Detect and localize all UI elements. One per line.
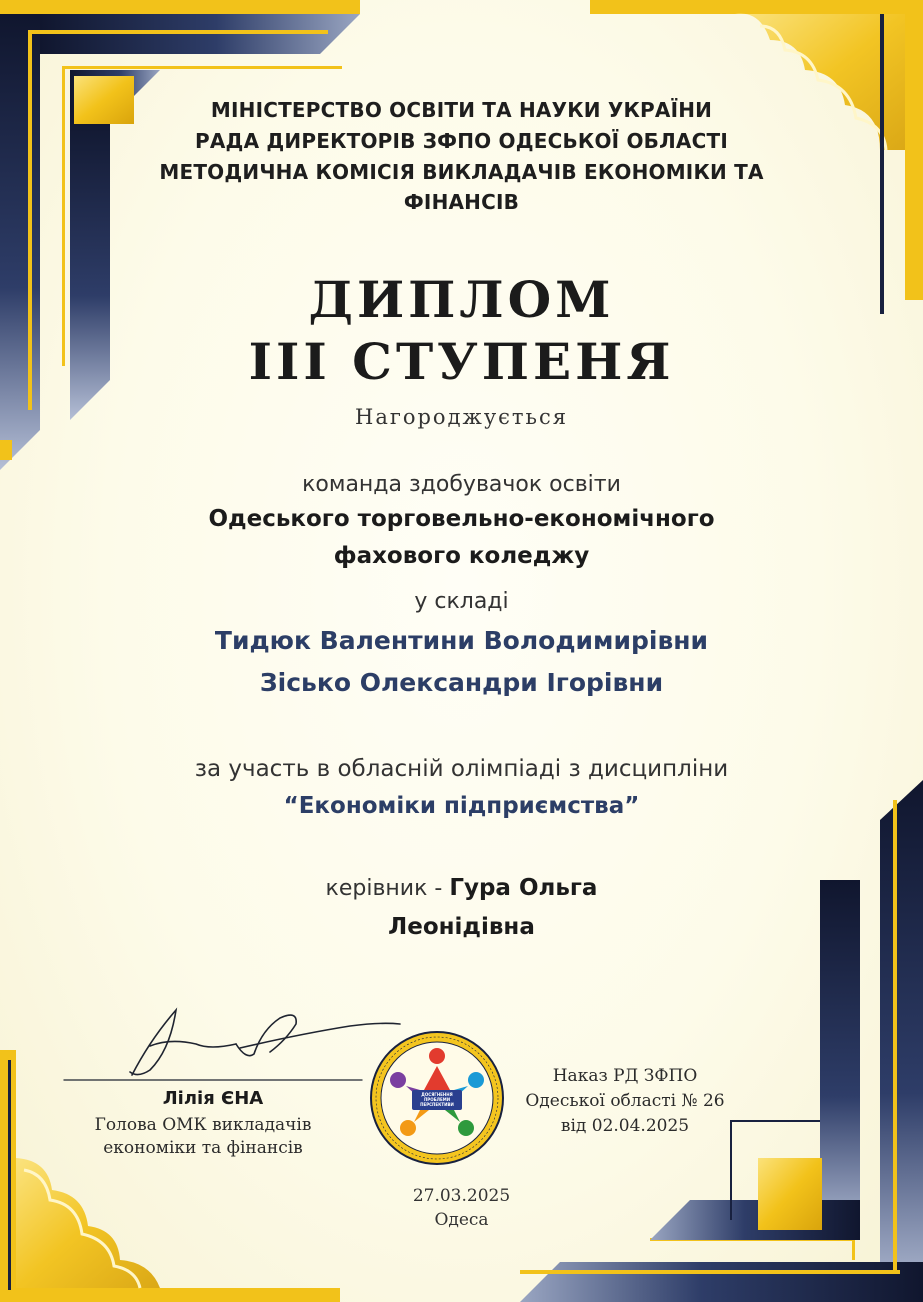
diploma-degree: ІІІ СТУПЕНЯ xyxy=(248,332,675,391)
signatory-name: Лілія ЄНА xyxy=(162,1088,264,1109)
college-name-line-2: фахового коледжу xyxy=(333,543,590,569)
team-member-1: Тидюк Валентини Володимирівни xyxy=(214,626,709,655)
diploma-title: ДИПЛОМ xyxy=(308,270,615,329)
signatory-role-line-1: Голова ОМК викладачів xyxy=(94,1115,312,1135)
supervisor-label: керівник - xyxy=(325,876,450,901)
header-ministry-line: МІНІСТЕРСТВО ОСВІТИ ТА НАУКИ УКРАЇНИ xyxy=(210,98,713,122)
issue-city: Одеса xyxy=(434,1210,489,1230)
emblem-text: ДОСЯГНЕННЯ ПРОБЛЕМИ ПЕРСПЕКТИВИ xyxy=(420,1092,454,1107)
composition-label: у складі xyxy=(414,589,509,614)
top-left-corner-ornament xyxy=(0,0,360,470)
top-right-corner-ornament xyxy=(590,0,923,314)
order-line-1: Наказ РД ЗФПО xyxy=(552,1066,698,1086)
header-commission-line-2: ФІНАНСІВ xyxy=(403,190,520,214)
issue-date: 27.03.2025 xyxy=(412,1186,511,1206)
college-name-line-1: Одеського торговельно-економічного xyxy=(208,506,715,532)
awarded-label: Нагороджується xyxy=(355,405,568,429)
reason-text: за участь в обласній олімпіаді з дисципліни xyxy=(194,756,729,782)
order-line-2: Одеської області № 26 xyxy=(525,1091,725,1111)
order-line-3: від 02.04.2025 xyxy=(560,1116,690,1136)
recipient-intro: команда здобувачок освіти xyxy=(302,472,621,497)
supervisor-line xyxy=(0,875,923,901)
header-council-line: РАДА ДИРЕКТОРІВ ЗФПО ОДЕСЬКОЇ ОБЛАСТІ xyxy=(195,129,728,153)
header-commission-line: МЕТОДИЧНА КОМІСІЯ ВИКЛАДАЧІВ ЕКОНОМІКИ ТА xyxy=(159,160,764,184)
team-member-2: Зісько Олександри Ігорівни xyxy=(259,668,664,697)
supervisor-name-part-1: Гура Ольга xyxy=(449,875,598,901)
subject-name: “Економіки підприємства” xyxy=(283,793,640,819)
signature-drawing xyxy=(64,1010,400,1080)
signatory-role-line-2: економіки та фінансів xyxy=(103,1138,303,1158)
supervisor-name-part-2: Леонідівна xyxy=(388,914,535,940)
